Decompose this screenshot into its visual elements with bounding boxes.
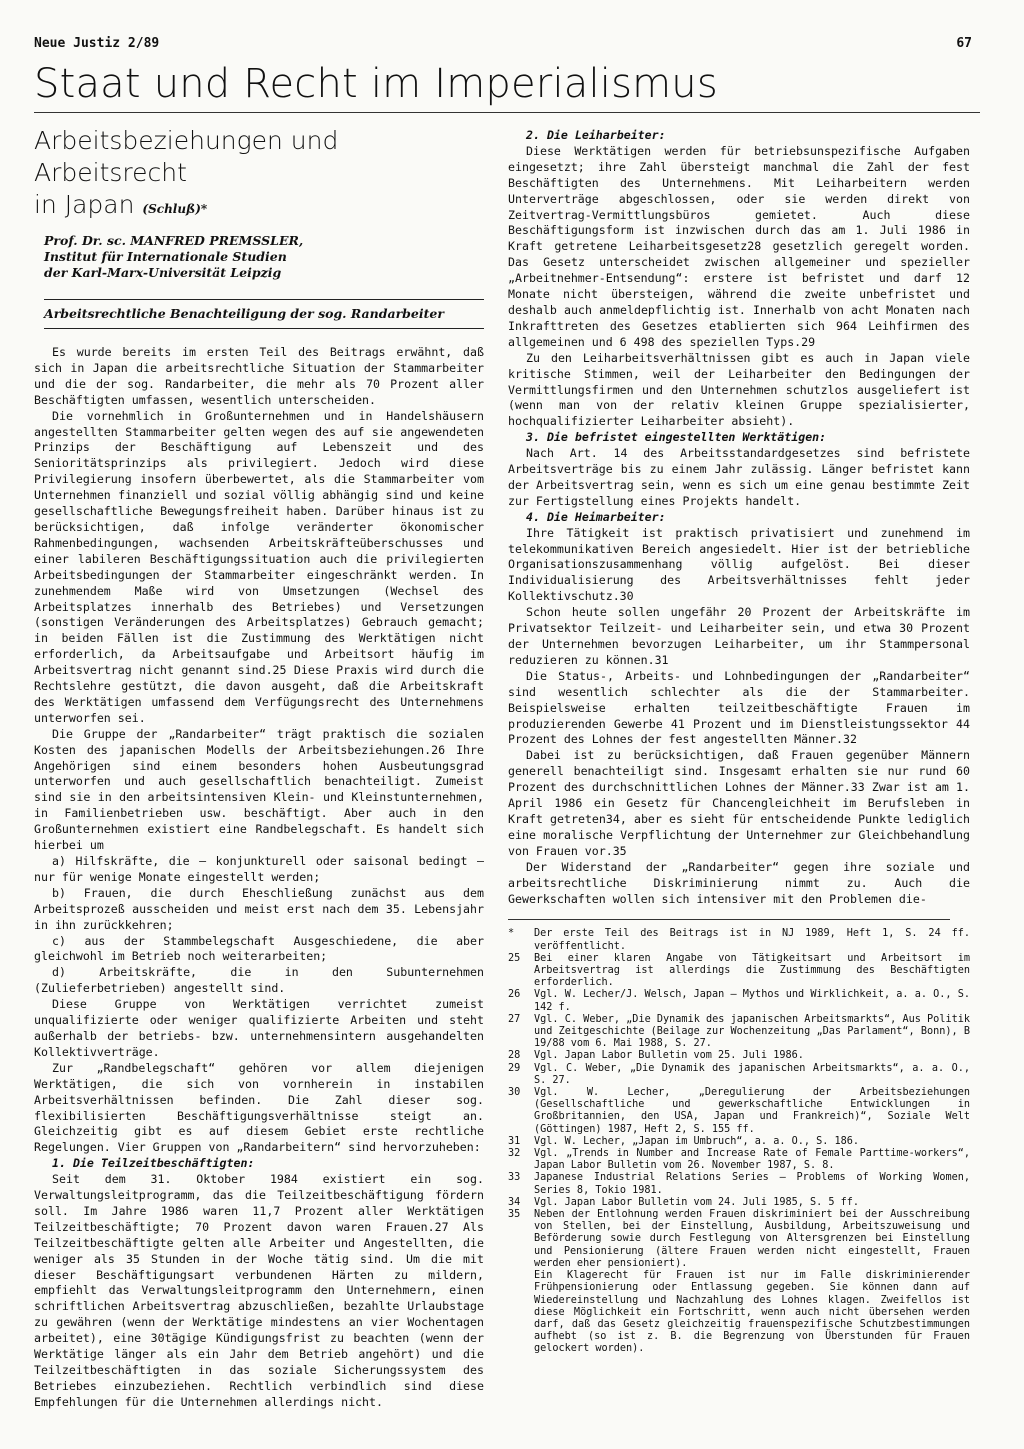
right-column	[508, 128, 970, 1356]
paragraph: Schon heute sollen ungefähr 20 Prozent der Arbeitskräfte im Privatsektor Teilzeit- und Leiharbeiter sein, und etwa 30 Prozent der Unternehmen bevorzugen Leiharbeiter, um ihr Stammpersonal reduzieren zu können.31	[508, 605, 970, 667]
footnote-continuation: Ein Klagerecht für Frauen ist nur im Falle diskriminierender Frühpensionierung oder Entlassung gegeben. Sie können dann auf Wiedereinstellung und Nachzahlung des Lohnes klagen. Zweifellos ist diese Möglichkeit ein Fortschritt, wenn auch nicht übersehen werden darf, daß das Gesetz gleichzeitig frauenspezifische Schutzbestimmungen aufhebt (so ist z. B. die Begrenzung von Überstunden für Frauen gelockert worden).	[534, 1270, 970, 1355]
paragraph: Ihre Tätigkeit ist praktisch privatisiert und zunehmend im telekommunikativen Bereich angesiedelt. Hier ist der betriebliche Organisationszusammenhang völlig aufgelöst. Bei dieser Individualisierung des Arbeitsverhältnisses fehlt jeder Kollektivschutz.30	[508, 525, 970, 604]
paragraph: Die Status-, Arbeits- und Lohnbedingungen der „Randarbeiter“ sind wesentlich schlechter als die der Stammarbeiter. Beispielsweise erhalten teilzeitbeschäftigte Frauen im produzierenden Gewerbe 41 Prozent und im Dienstleistungssektor 44 Prozent des Lohnes der fest angestellten Männer.32	[508, 668, 970, 747]
rubric-rule-bottom	[44, 328, 484, 329]
footnote-text: Vgl. C. Weber, „Die Dynamik des japanischen Arbeitsmarkts“, a. a. O., S. 27.	[534, 1062, 970, 1086]
author-name: Prof. Dr. sc. MANFRED PREMSSLER,	[44, 233, 304, 248]
footnote-number: 26	[508, 989, 521, 1001]
footnote-number: 30	[508, 1087, 521, 1099]
footnote	[508, 1014, 970, 1051]
footnote-text: Vgl. Japan Labor Bulletin vom 25. Juli 1986.	[534, 1050, 804, 1062]
footnote-text: Vgl. W. Lecher, „Deregulierung der Arbeitsbeziehungen (Gesellschaftliche und gewerkschaftliche Entwicklungen in Großbritannien, den USA, Japan und Frankreich)“, Soziale Welt (Göttingen) 1987, Heft 2, S. 155 ff.	[534, 1087, 970, 1135]
section-divider	[34, 112, 980, 113]
list-item: d) Arbeitskräfte, die in den Subunternehmen (Zulieferbetrieben) angestellt sind.	[34, 965, 484, 996]
paragraph: Es wurde bereits im ersten Teil des Beitrags erwähnt, daß sich in Japan die arbeitsrechtliche Situation der Stammarbeiter und die der sog. Randarbeiter, die mehr als 70 Prozent aller Beschäftigten umfassen, wesentlich unterscheiden.	[34, 345, 484, 407]
footnote-divider	[508, 919, 950, 920]
footnote-number: 31	[508, 1135, 521, 1147]
section-title: Staat und Recht im Imperialismus	[34, 61, 718, 107]
footnote-number: *	[508, 928, 515, 940]
footnote-text: Vgl. „Trends in Number and Increase Rate of Female Parttime-workers“, Japan Labor Bulletin vom 26. November 1987, S. 8.	[534, 1148, 970, 1172]
left-body-text	[34, 345, 484, 1411]
footnote-text: Japanese Industrial Relations Series — Problems of Working Women, Series 8, Tokio 1981.	[534, 1172, 970, 1196]
footnote	[508, 1148, 970, 1172]
paragraph: Nach Art. 14 des Arbeitsstandardgesetzes sind befristete Arbeitsverträge bis zu einem Jahr zulässig. Länger befristet kann der Arbeitsvertrag sein, wenn es sich um eine genau bestimmte Zeit zur Fertigstellung eines Projekts handelt.	[508, 446, 970, 508]
footnote-text: Bei einer klaren Angabe von Tätigkeitsart und Arbeitsort im Arbeitsvertrag ist allerdings die Zustimmung des Beschäftigten erforderlich.	[534, 952, 970, 989]
footnote	[508, 1136, 970, 1148]
paragraph: Diese Gruppe von Werktätigen verrichtet zumeist unqualifizierte oder weniger qualifizierte Arbeiten und steht außerhalb der betriebs- bzw. unternehmensintern ausgehandelten Kollektivverträge.	[34, 997, 484, 1059]
article-title-line-2: in Japan	[34, 190, 135, 219]
footnote	[508, 1209, 970, 1270]
footnote-number: 33	[508, 1172, 521, 1184]
paragraph: Die Gruppe der „Randarbeiter“ trägt praktisch die sozialen Kosten des japanischen Modells der Arbeitsbeziehungen.26 Ihre Angehörigen sind einem besonders hohen Ausbeutungsgrad unterworfen und auch gesellschaftlich benachteiligt. Zumeist sind sie in den arbeitsintensiven Klein- und Kleinstunternehmen, in Familienbetrieben usw. beschäftigt. Aber auch in den Großunternehmen existiert eine Randbelegschaft. Es handelt sich hierbei um	[34, 726, 484, 853]
article-title	[34, 125, 484, 225]
footnote	[508, 1172, 970, 1196]
author-university: der Karl-Marx-Universität Leipzig	[44, 265, 282, 280]
list-item: c) aus der Stammbelegschaft Ausgeschiedene, die aber gleichwohl im Betrieb noch weiterarbeiten;	[34, 933, 484, 964]
paragraph: Zu den Leiharbeitsverhältnissen gibt es auch in Japan viele kritische Stimmen, weil der Leiharbeiter den Bedingungen der Vermittlungsfirmen und den Unternehmen schutzlos ausgeliefert ist (wenn man von der relativ kleinen Gruppe spezialisierter, hochqualifizierter Leiharbeiter absieht).	[508, 350, 970, 429]
paragraph: Der Widerstand der „Randarbeiter“ gegen ihre soziale und arbeitsrechtliche Diskriminierung nimmt zu. Auch die Gewerkschaften wollen sich intensiver mit den Problemen die-	[508, 859, 970, 906]
footnote-text: Vgl. Japan Labor Bulletin vom 24. Juli 1985, S. 5 ff.	[534, 1196, 860, 1208]
footnote	[508, 953, 970, 990]
subsection-rubric: Arbeitsrechtliche Benachteiligung der sog. Randarbeiter	[44, 306, 444, 321]
rubric-rule-top	[44, 299, 484, 300]
paragraph: Seit dem 31. Oktober 1984 existiert ein sog. Verwaltungsleitprogramm, das die Teilzeitbeschäftigung fördern soll. Im Jahre 1986 waren 11,7 Prozent aller Werktätigen Teilzeitbeschäftigte; 70 Prozent davon waren Frauen.27 Als Teilzeitbeschäftigte gelten alle Arbeiter und Angestellten, die weniger als 35 Stunden in der Woche tätig sind. Um die mit dieser Beschäftigungsart verbundenen Härten zu mildern, empfiehlt das Verwaltungsleitprogramm den Unternehmern, einen schriftlichen Arbeitsvertrag abzuschließen, bezahlte Urlaubstage zu gewähren (wenn der Werktätige mindestens an vier Wochentagen arbeitet), eine 30tägige Kündigungsfrist zu beachten (wenn der Werktätige länger als ein Jahr dem Betrieb angehört) und die Teilzeitbeschäftigten in das soziale Sicherungssystem des Betriebes einzubeziehen. Rechtlich verbindlich sind diese Empfehlungen für die Unternehmen allerdings nicht.	[34, 1172, 484, 1409]
footnote-number: 28	[508, 1050, 521, 1062]
footnote	[508, 1087, 970, 1136]
paragraph: Diese Werktätigen werden für betriebsunspezifische Aufgaben eingesetzt; ihre Zahl übersteigt manchmal die Zahl der fest Beschäftigten des Unternehmens. Mit Leiharbeitern werden Unterverträge abgeschlossen, oder sie werden direkt von Zeitvertrag-Vermittlungsbüros gemietet. Auch diese Beschäftigungsform ist inzwischen durch das am 1. Juli 1986 in Kraft getretene Leiharbeitsgesetz28 gesetzlich geregelt worden. Das Gesetz unterscheidet zwischen allgemeiner und spezieller „Arbeitnehmer-Entsendung“: erstere ist befristet und darf 12 Monate nicht übersteigen, während die zweite unbefristet und deshalb auch anmeldepflichtig ist. Innerhalb von acht Monaten nach Inkrafttreten des Gesetzes etablierten sich 964 Leihfirmen des allgemeinen und 6 498 des speziellen Typs.29	[508, 143, 970, 349]
footnote	[508, 989, 970, 1013]
footnote-number: 27	[508, 1013, 521, 1025]
footnote-text: Der erste Teil des Beitrags ist in NJ 1989, Heft 1, S. 24 ff. veröffentlicht.	[534, 928, 970, 952]
footnote	[508, 928, 970, 952]
footnote	[508, 1063, 970, 1087]
left-column	[34, 125, 484, 1411]
footnote-number: 34	[508, 1196, 521, 1208]
list-item: a) Hilfskräfte, die — konjunkturell oder saisonal bedingt — nur für wenige Monate eingestellt werden;	[34, 854, 484, 884]
article-title-line-1: Arbeitsbeziehungen und Arbeitsrecht	[34, 126, 339, 187]
subheading: 3. Die befristet eingestellten Werktätigen:	[526, 430, 827, 445]
list-item: b) Frauen, die durch Eheschließung zunächst aus dem Arbeitsprozeß ausscheiden und meist erst nach dem 35. Lebensjahr in ihn zurückkehren;	[34, 885, 484, 932]
subheading: 1. Die Teilzeitbeschäftigten:	[52, 1156, 255, 1171]
subheading: 4. Die Heimarbeiter:	[526, 509, 666, 524]
footnote-number: 25	[508, 952, 521, 964]
journal-issue: Neue Justiz 2/89	[34, 36, 160, 51]
footnote-text: Vgl. C. Weber, „Die Dynamik des japanischen Arbeitsmarkts“, Aus Politik und Zeitgeschichte (Beilage zur Wochenzeitung „Das Parlament“, Bonn), B 19/88 vom 6. Mai 1988, S. 27.	[534, 1013, 970, 1050]
footnote	[508, 1050, 970, 1062]
page-number: 67	[956, 36, 972, 51]
footnotes	[508, 928, 970, 1355]
footnote-text: Neben der Entlohnung werden Frauen diskriminiert bei der Ausschreibung von Stellen, bei der Einstellung, Ausbildung, Arbeitszuweisung und Beförderung sowie durch Festlegung von Altersgrenzen bei Einstellung und Pensionierung (ältere Frauen werden nicht eingestellt, Frauen werden eher pensioniert).	[534, 1209, 970, 1269]
paragraph: Die vornehmlich in Großunternehmen und in Handelshäusern angestellten Stammarbeiter gelten wegen des auf sie angewendeten Prinzips der Beschäftigung auf Lebenszeit und des Senioritätsprinzips als privilegiert. Jedoch wird diese Privilegierung insofern überbewertet, als die Stammarbeiter vom Unternehmen finanziell und sozial völlig abhängig sind und keine gesellschaftliche Bewegungsfreiheit haben. Darüber hinaus ist zu berücksichtigen, daß infolge veränderter ökonomischer Rahmenbedingungen, wachsenden Arbeitskräfteüberschusses und einer labileren Beschäftigungssituation auch die privilegierten Arbeitsbedingungen der Stammarbeiter eingeschränkt werden. In zunehmendem Maße wird von Umsetzungen (Wechsel des Arbeitsplatzes innerhalb des Betriebes) und Versetzungen (sonstigen Veränderungen des Arbeitsplatzes) Gebrauch gemacht; in beiden Fällen ist die Zustimmung des Werktätigen nicht erforderlich, da Arbeitsaufgabe und Arbeitsort häufig im Arbeitsvertrag nicht genannt sind.25 Diese Praxis wird durch die Rechtslehre gestützt, die davon ausgeht, daß die Arbeitskraft des Werktätigen umfassend dem Verfügungsrecht des Unternehmens unterworfen sei.	[34, 408, 484, 725]
article-title-suffix: (Schluß)*	[142, 202, 208, 216]
footnote-text: Vgl. W. Lecher/J. Welsch, Japan — Mythos und Wirklichkeit, a. a. O., S. 142 f.	[534, 989, 970, 1013]
footnote	[508, 1197, 970, 1209]
footnote-text: Vgl. W. Lecher, „Japan im Umbruch“, a. a. O., S. 186.	[534, 1135, 860, 1147]
right-body-text	[508, 128, 970, 907]
footnote-number: 32	[508, 1148, 521, 1160]
footnote-number: 29	[508, 1062, 521, 1074]
footnote-number: 35	[508, 1209, 521, 1221]
running-head	[34, 36, 972, 51]
author-institute: Institut für Internationale Studien	[44, 249, 287, 264]
paragraph: Zur „Randbelegschaft“ gehören vor allem diejenigen Werktätigen, die sich von vornherein in instabilen Arbeitsverhältnissen befinden. Die Zahl dieser sog. flexibilisierten Beschäftigungsverhältnisse steigt an. Gleichzeitig gibt es auf diesem Gebiet erste rechtliche Regelungen. Vier Gruppen von „Randarbeitern“ sind hervorzuheben:	[34, 1060, 484, 1155]
subheading: 2. Die Leiharbeiter:	[526, 128, 666, 142]
paragraph: Dabei ist zu berücksichtigen, daß Frauen gegenüber Männern generell benachteiligt sind. Insgesamt erhalten sie nur rund 60 Prozent des durchschnittlichen Lohnes der Männer.33 Zwar ist am 1. April 1986 ein Gesetz für Chancengleichheit im Berufsleben in Kraft getreten34, aber es sieht für entscheidende Punkte lediglich eine moralische Verpflichtung der Unternehmer zur Gleichbehandlung von Frauen vor.35	[508, 748, 970, 858]
